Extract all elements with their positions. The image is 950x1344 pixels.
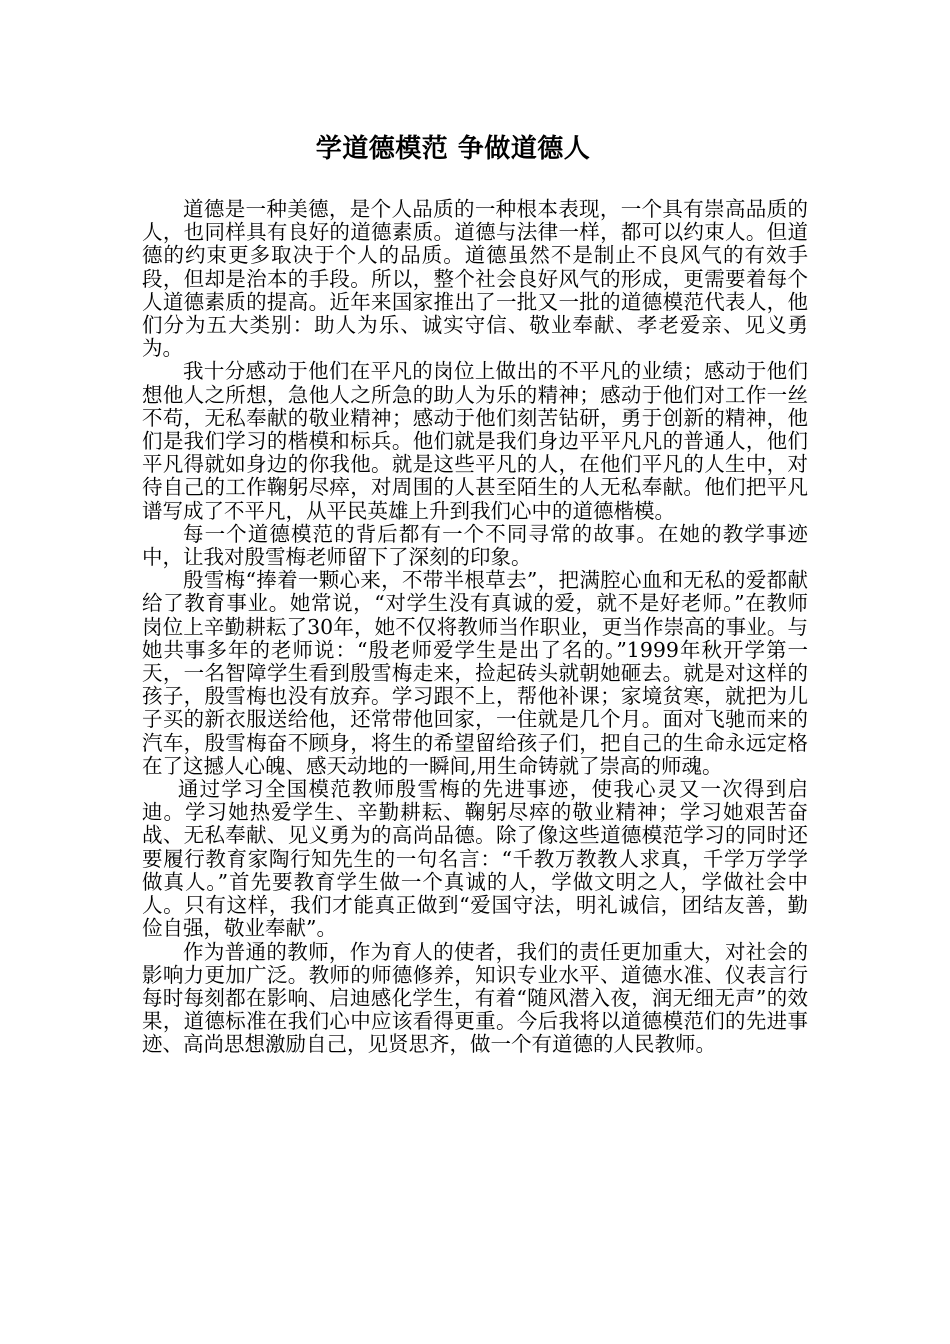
paragraph-4: 殷雪梅“捧着一颗心来，不带半根草去”，把满腔心血和无私的爱都献给了教育事业。她常说，“对学生没有真诚的爱，就不是好老师。”在教师岗位上辛勤耕耘了30年，她不仅将教师当作职业，更当作崇高的事业。与她共事多年的老师说：“殷老师爱学生是出了名的。”1999年秋开学第一天，一名智障学生看到殷雪梅走来，捡起砖头就朝她砸去。就是对这样的孩子，殷雪梅也没有放弃。学习跟不上，帮他补课；家境贫寒，就把为儿子买的新衣服送给他，还常带他回家，一住就是几个月。面对飞驰而来的汽车，殷雪梅奋不顾身，将生的希望留给孩子们，把自己的生命永远定格在了这撼人心魄、感天动地的一瞬间,用生命铸就了崇高的师魂。 [142, 568, 808, 778]
document-title: 学道德模范 争做道德人 [315, 134, 591, 164]
paragraph-1: 道德是一种美德，是个人品质的一种根本表现，一个具有崇高品质的人，也同样具有良好的道德素质。道德与法律一样，都可以约束人。但道德的约束更多取决于个人的品质。道德虽然不是制止不良风气的有效手段，但却是治本的手段。所以，整个社会良好风气的形成，更需要着每个人道德素质的提高。近年来国家推出了一批又一批的道德模范代表人，他们分为五大类别：助人为乐、诚实守信、敬业奉献、孝老爱亲、见义勇为。 [142, 197, 808, 361]
paragraph-2: 我十分感动于他们在平凡的岗位上做出的不平凡的业绩；感动于他们想他人之所想，急他人之所急的助人为乐的精神；感动于他们对工作一丝不苟，无私奉献的敬业精神；感动于他们刻苦钻研，勇于创新的精神，他们是我们学习的楷模和标兵。他们就是我们身边平平凡凡的普通人，他们平凡得就如身边的你我他。就是这些平凡的人，在他们平凡的人生中，对待自己的工作鞠躬尽瘁，对周围的人甚至陌生的人无私奉献。他们把平凡谱写成了不平凡，从平民英雄上升到我们心中的道德楷模。 [142, 359, 808, 523]
paragraph-6: 作为普通的教师，作为育人的使者，我们的责任更加重大，对社会的影响力更加广泛。教师的师德修养，知识专业水平、道德水准、仪表言行每时每刻都在影响、启迪感化学生，有着“随风潜入夜，润无细无声”的效果，道德标准在我们心中应该看得更重。今后我将以道德模范们的先进事迹、高尚思想激励自己，见贤思齐，做一个有道德的人民教师。 [142, 939, 808, 1057]
document-body [142, 198, 808, 1057]
paragraph-5: 通过学习全国模范教师殷雪梅的先进事迹，使我心灵又一次得到启迪。学习她热爱学生、辛勤耕耘、鞠躬尽瘁的敬业精神；学习她艰苦奋战、无私奉献、见义勇为的高尚品德。除了像这些道德模范学习的同时还要履行教育家陶行知先生的一句名言：“千教万教教人求真，千学万学学做真人。”首先要教育学生做一个真诚的人，学做文明之人，学做社会中人。只有这样，我们才能真正做到“爱国守法，明礼诚信，团结友善，勤俭自强，敬业奉献”。 [142, 777, 808, 941]
paragraph-3: 每一个道德模范的背后都有一个不同寻常的故事。在她的教学事迹中，让我对殷雪梅老师留下了深刻的印象。 [142, 521, 808, 570]
